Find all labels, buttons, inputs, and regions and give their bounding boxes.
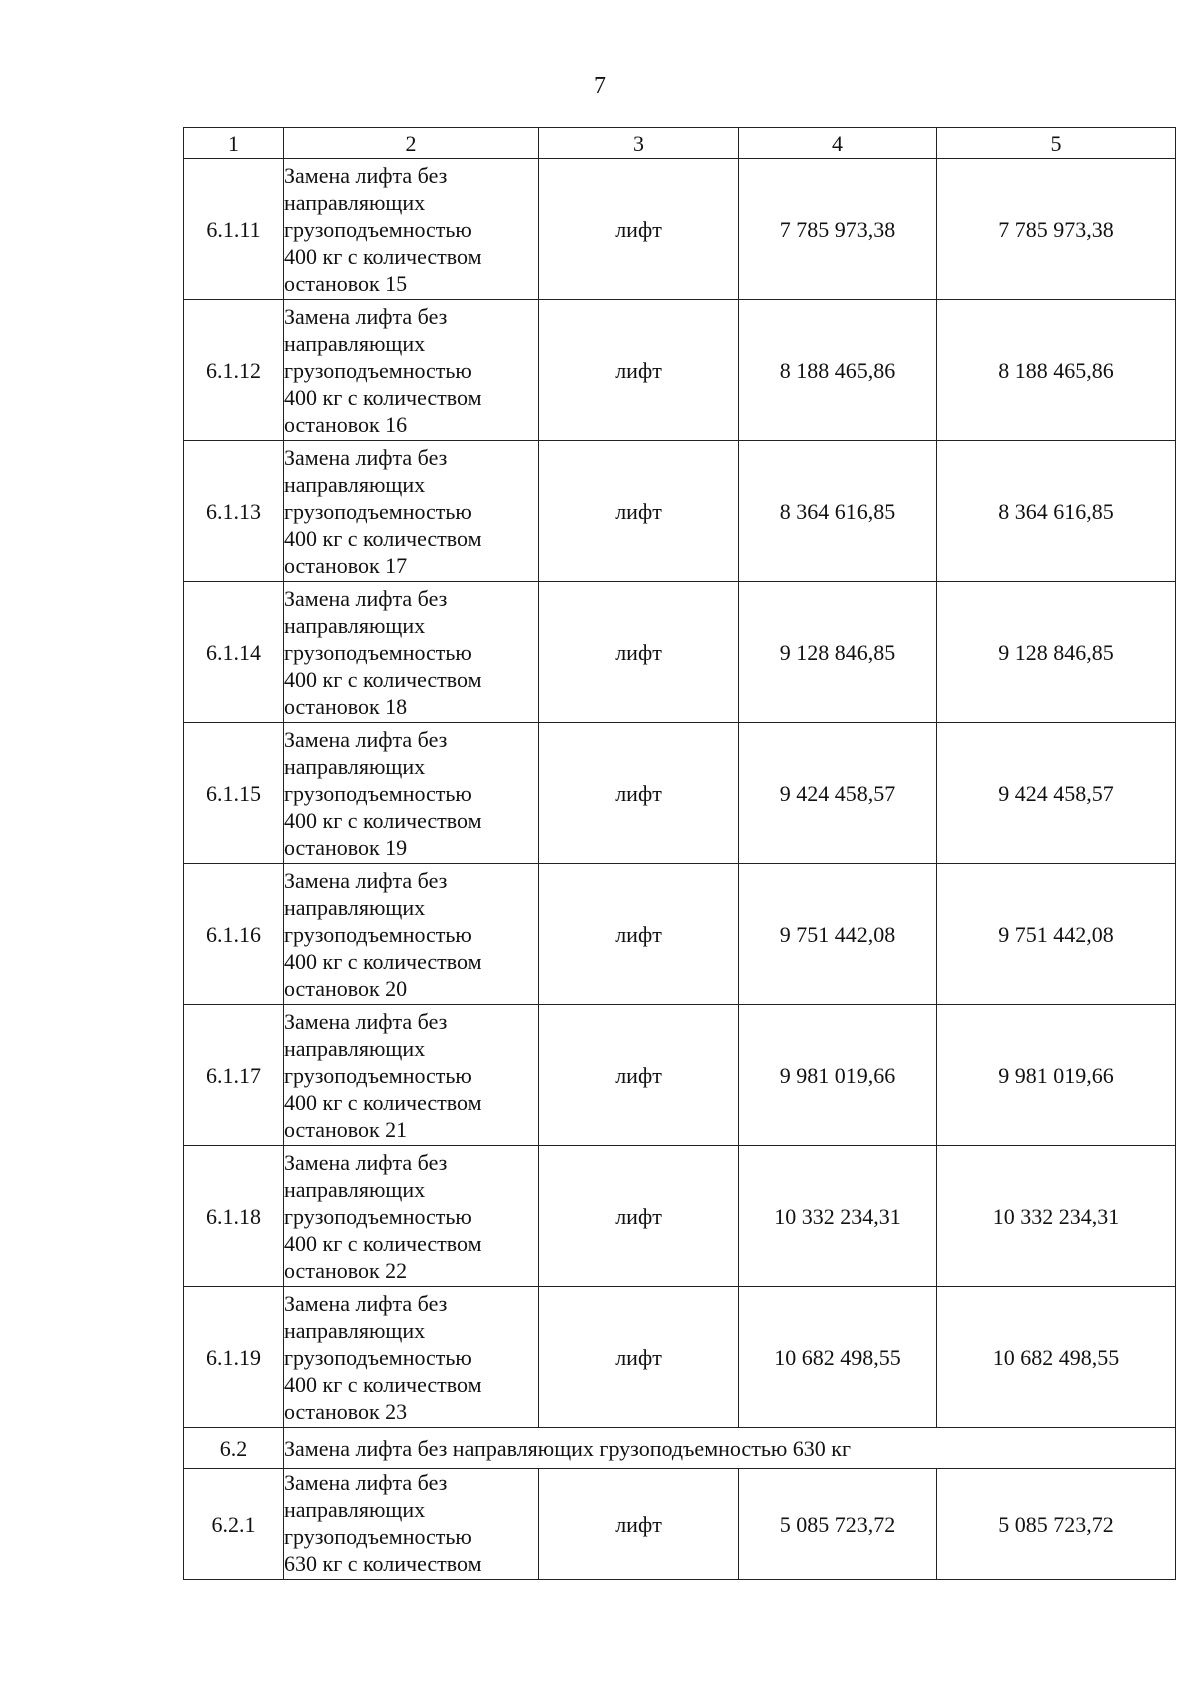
description-line: направляющих xyxy=(284,1176,426,1202)
description-line: 630 кг с количеством xyxy=(284,1551,482,1576)
item-price: 10 682 498,55 xyxy=(739,1287,937,1428)
table-row xyxy=(184,1469,1176,1580)
item-price: 7 785 973,38 xyxy=(739,159,937,300)
description-line: Замена лифта без xyxy=(284,303,448,329)
item-unit: лифт xyxy=(539,441,739,582)
item-total: 5 085 723,72 xyxy=(937,1469,1176,1580)
item-unit: лифт xyxy=(539,300,739,441)
item-price: 9 128 846,85 xyxy=(739,582,937,723)
description-line: грузоподъемностью xyxy=(284,498,472,524)
header-cell: 3 xyxy=(539,128,739,159)
description-line: направляющих xyxy=(284,189,426,215)
item-total: 10 332 234,31 xyxy=(937,1146,1176,1287)
item-description xyxy=(284,1287,539,1428)
description-line: направляющих xyxy=(284,612,426,638)
header-cell: 2 xyxy=(284,128,539,159)
item-unit: лифт xyxy=(539,1287,739,1428)
description-line: остановок 17 xyxy=(284,552,408,578)
description-line: грузоподъемностью xyxy=(284,639,472,665)
item-description xyxy=(284,723,539,864)
item-description xyxy=(284,582,539,723)
item-description xyxy=(284,441,539,582)
description-line: Замена лифта без xyxy=(284,1290,448,1316)
item-number: 6.1.19 xyxy=(184,1287,284,1428)
item-unit: лифт xyxy=(539,159,739,300)
table-row xyxy=(184,582,1176,723)
item-total: 8 364 616,85 xyxy=(937,441,1176,582)
item-total: 9 751 442,08 xyxy=(937,864,1176,1005)
description-line: грузоподъемностью xyxy=(284,216,472,242)
item-description xyxy=(284,159,539,300)
description-line: Замена лифта без xyxy=(284,585,448,611)
description-line: остановок 23 xyxy=(284,1398,408,1424)
table-row xyxy=(184,1146,1176,1287)
item-number: 6.1.14 xyxy=(184,582,284,723)
item-total: 9 424 458,57 xyxy=(937,723,1176,864)
description-line: 400 кг с количеством xyxy=(284,1230,482,1256)
description-line: Замена лифта без xyxy=(284,867,448,893)
item-description xyxy=(284,1469,539,1580)
item-description xyxy=(284,1146,539,1287)
description-line: остановок 22 xyxy=(284,1257,408,1283)
description-line: Замена лифта без xyxy=(284,726,448,752)
item-price: 8 188 465,86 xyxy=(739,300,937,441)
table-row xyxy=(184,441,1176,582)
description-line: 400 кг с количеством xyxy=(284,1371,482,1397)
item-number: 6.1.17 xyxy=(184,1005,284,1146)
item-number: 6.1.15 xyxy=(184,723,284,864)
item-price: 8 364 616,85 xyxy=(739,441,937,582)
price-table xyxy=(183,127,1176,1580)
description-line: грузоподъемностью xyxy=(284,1524,472,1549)
item-number: 6.1.16 xyxy=(184,864,284,1005)
item-unit: лифт xyxy=(539,864,739,1005)
item-unit: лифт xyxy=(539,1146,739,1287)
item-unit: лифт xyxy=(539,723,739,864)
description-line: направляющих xyxy=(284,894,426,920)
description-line: 400 кг с количеством xyxy=(284,525,482,551)
header-cell: 4 xyxy=(739,128,937,159)
item-number: 6.1.12 xyxy=(184,300,284,441)
description-line: грузоподъемностью xyxy=(284,1062,472,1088)
table-row xyxy=(184,1005,1176,1146)
item-unit: лифт xyxy=(539,1469,739,1580)
item-price: 9 424 458,57 xyxy=(739,723,937,864)
table-row xyxy=(184,1287,1176,1428)
description-line: направляющих xyxy=(284,471,426,497)
description-line: 400 кг с количеством xyxy=(284,807,482,833)
description-line: Замена лифта без xyxy=(284,444,448,470)
item-price: 9 751 442,08 xyxy=(739,864,937,1005)
table-row xyxy=(184,864,1176,1005)
description-line: направляющих xyxy=(284,1035,426,1061)
page-number: 7 xyxy=(594,73,606,99)
description-line: Замена лифта без xyxy=(284,162,448,188)
description-line: 400 кг с количеством xyxy=(284,666,482,692)
table-row xyxy=(184,159,1176,300)
item-price: 9 981 019,66 xyxy=(739,1005,937,1146)
item-total: 9 981 019,66 xyxy=(937,1005,1176,1146)
description-line: остановок 21 xyxy=(284,1116,408,1142)
header-cell: 1 xyxy=(184,128,284,159)
item-price: 10 332 234,31 xyxy=(739,1146,937,1287)
description-line: грузоподъемностью xyxy=(284,1344,472,1370)
description-line: 400 кг с количеством xyxy=(284,948,482,974)
item-number: 6.1.18 xyxy=(184,1146,284,1287)
description-line: 400 кг с количеством xyxy=(284,1089,482,1115)
description-line: Замена лифта без xyxy=(284,1149,448,1175)
table-header-row xyxy=(184,128,1176,159)
description-line: направляющих xyxy=(284,1317,426,1343)
description-line: 400 кг с количеством xyxy=(284,384,482,410)
item-description xyxy=(284,1005,539,1146)
description-line: остановок 15 xyxy=(284,270,408,296)
item-number: 6.2.1 xyxy=(184,1469,284,1580)
item-number: 6.1.11 xyxy=(184,159,284,300)
description-line: грузоподъемностью xyxy=(284,1203,472,1229)
description-line: Замена лифта без xyxy=(284,1008,448,1034)
item-unit: лифт xyxy=(539,1005,739,1146)
description-line: направляющих xyxy=(284,330,426,356)
table-row xyxy=(184,300,1176,441)
item-number: 6.1.13 xyxy=(184,441,284,582)
description-line: грузоподъемностью xyxy=(284,780,472,806)
item-total: 8 188 465,86 xyxy=(937,300,1176,441)
item-total: 10 682 498,55 xyxy=(937,1287,1176,1428)
item-total: 7 785 973,38 xyxy=(937,159,1176,300)
header-cell: 5 xyxy=(937,128,1176,159)
item-price: 5 085 723,72 xyxy=(739,1469,937,1580)
item-unit: лифт xyxy=(539,582,739,723)
description-line: остановок 18 xyxy=(284,693,408,719)
description-line: Замена лифта без xyxy=(284,1470,448,1495)
description-line: грузоподъемностью xyxy=(284,921,472,947)
description-line: остановок 19 xyxy=(284,834,408,860)
item-description xyxy=(284,300,539,441)
description-line: грузоподъемностью xyxy=(284,357,472,383)
description-line: 400 кг с количеством xyxy=(284,243,482,269)
description-line: остановок 16 xyxy=(284,411,408,437)
description-line: остановок 20 xyxy=(284,975,408,1001)
description-line: направляющих xyxy=(284,1497,426,1522)
section-number: 6.2 xyxy=(184,1428,284,1469)
table-row xyxy=(184,723,1176,864)
item-description xyxy=(284,864,539,1005)
description-line: направляющих xyxy=(284,753,426,779)
section-row xyxy=(184,1428,1176,1469)
section-title: Замена лифта без направляющих грузоподъемностью 630 кг xyxy=(284,1428,1176,1469)
item-total: 9 128 846,85 xyxy=(937,582,1176,723)
